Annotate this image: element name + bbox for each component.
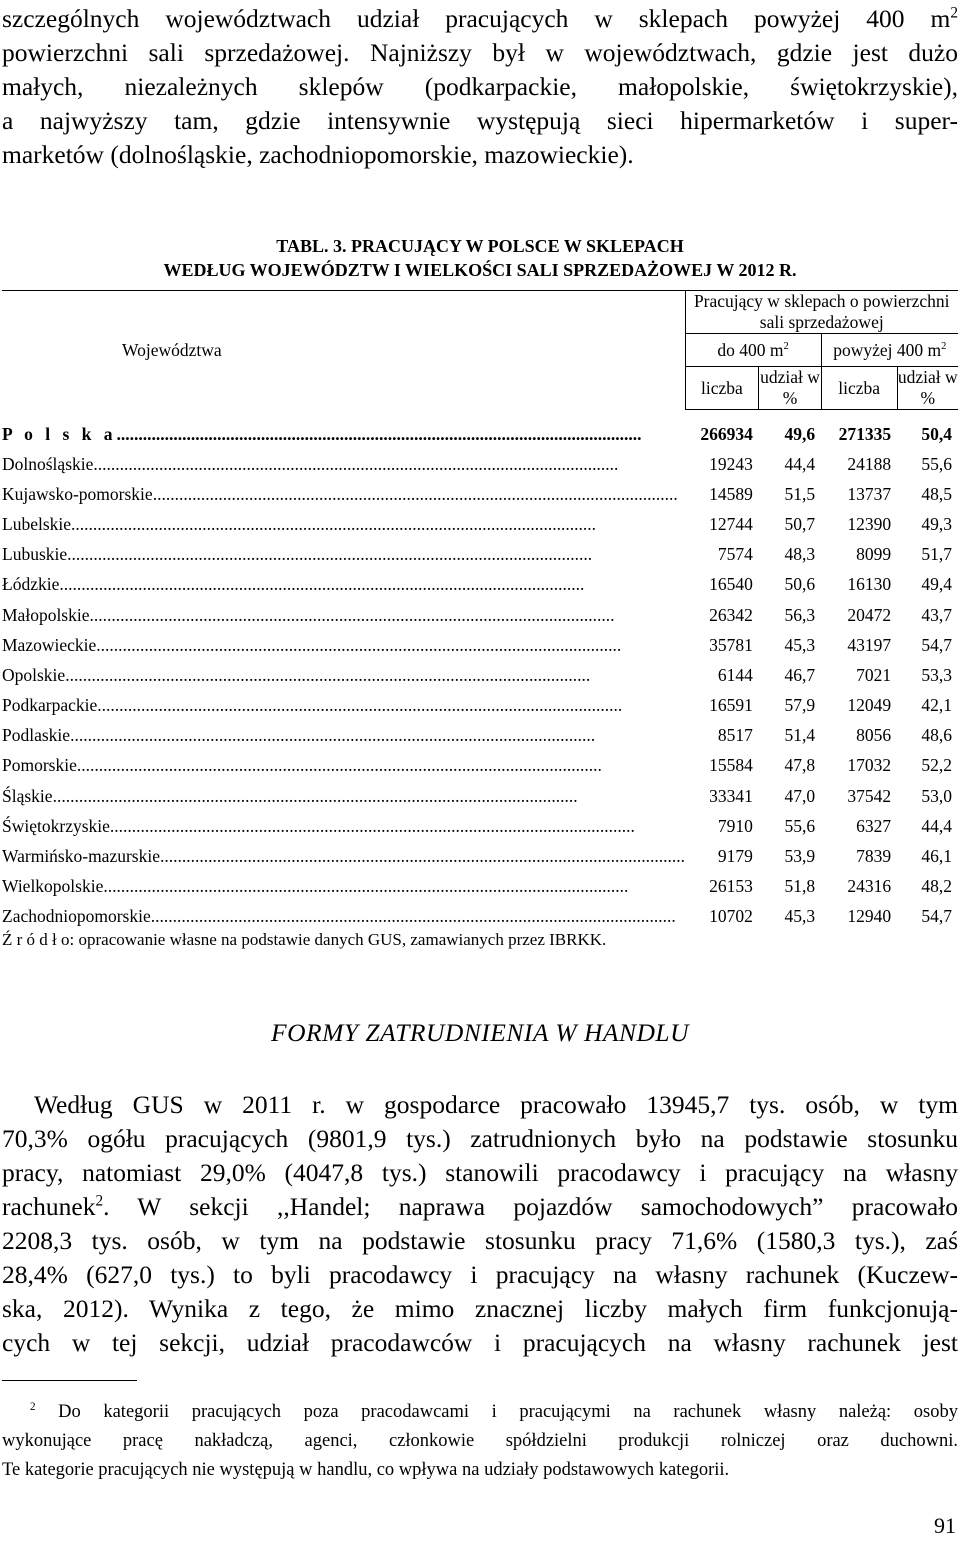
table-title (0, 234, 960, 282)
cell-share-b: 48,6 (921, 725, 952, 746)
cell-share-b: 48,5 (921, 483, 952, 504)
body-line-4a: rachunek (2, 1192, 96, 1221)
region-name: Łódzkie........................................................................................................................ (2, 574, 585, 595)
region-name: Mazowieckie........................................................................................................................ (2, 634, 622, 655)
region-name: Małopolskie........................................................................................................................ (2, 604, 615, 625)
footnote-ref: 2 (95, 1192, 104, 1210)
cell-count-a: 12744 (709, 513, 753, 534)
cell-share-a: 51,8 (784, 876, 816, 897)
cell-count-b: 43197 (847, 634, 892, 655)
column-header-liczba-b: liczba (821, 367, 897, 410)
body-line-2: 70,3% ogółu pracujących (9801,9 tys.) zatrudnionych było na podstawie stosunku (2, 1124, 958, 1153)
table-row (2, 811, 958, 841)
region-name: Lubelskie........................................................................................................................ (2, 513, 597, 534)
cell-count-a: 15584 (709, 755, 753, 776)
cell-share-b: 48,2 (921, 876, 952, 897)
cell-count-a: 26153 (709, 876, 753, 897)
source-text: opracowanie własne na podstawie danych GUS, zamawianych przez IBRKK. (74, 930, 607, 949)
cell-share-a: 47,0 (784, 785, 816, 806)
footnote-rule (2, 1380, 137, 1381)
cell-count-a: 16591 (709, 695, 753, 716)
cell-share-a: 51,5 (784, 483, 816, 504)
cell-count-b: 12049 (847, 695, 892, 716)
cell-share-b: 55,6 (921, 453, 952, 474)
cell-count-a: 26342 (709, 604, 753, 625)
table-row (2, 630, 958, 660)
cell-count-b: 17032 (847, 755, 892, 776)
cell-share-b: 54,7 (921, 906, 952, 927)
intro-line-4: a najwyższy tam, gdzie intensywnie występują sieci hipermarketów i super- (2, 106, 958, 135)
body-line-1: Według GUS w 2011 r. w gospodarce pracowało 13945,7 tys. osób, w tym (34, 1090, 958, 1119)
table-row (2, 600, 958, 630)
table-row (2, 872, 958, 902)
table-row (2, 570, 958, 600)
footnote-line-2: wykonujące pracę nakładczą, agenci, członkowie spółdzielni produkcji rolniczej oraz duchowni. (2, 1431, 958, 1451)
body-line-8: cych w tej sekcji, udział pracodawców i pracujących na własny rachunek jest (2, 1328, 958, 1357)
section-heading: FORMY ZATRUDNIENIA W HANDLU (271, 1018, 689, 1047)
cell-count-a: 19243 (709, 453, 753, 474)
cell-share-a: 49,6 (784, 424, 816, 444)
cell-share-a: 46,7 (784, 664, 816, 685)
source-label: Ź r ó d ł o: (2, 930, 75, 949)
cell-count-b: 7021 (856, 664, 892, 685)
column-header-region: Województwa (2, 291, 685, 410)
column-header-liczba-a: liczba (685, 367, 759, 410)
cell-share-b: 46,1 (921, 846, 952, 867)
cell-share-a: 57,9 (784, 695, 816, 716)
cell-share-a: 55,6 (784, 815, 816, 836)
region-name: Dolnośląskie........................................................................................................................ (2, 453, 619, 474)
cell-share-a: 44,4 (784, 453, 816, 474)
cell-count-a: 16540 (709, 574, 753, 595)
table-row (2, 660, 958, 690)
table-row (2, 509, 958, 539)
column-header-sub-b: powyżej 400 $m^2$ (821, 334, 958, 367)
intro-line-5: marketów (dolnośląskie, zachodniopomorskie, mazowieckie). (2, 140, 634, 169)
cell-count-b: 12390 (847, 513, 892, 534)
region-name: Świętokrzyskie........................................................................................................................ (2, 815, 635, 836)
cell-count-b: 24188 (847, 453, 892, 474)
table-row (2, 691, 958, 721)
cell-share-a: 47,8 (784, 755, 816, 776)
cell-count-b: 8099 (856, 544, 892, 565)
body-line-7: ska, 2012). Wynika z tego, że mimo znacznej liczby małych firm funkcjonują- (2, 1294, 958, 1323)
cell-count-a: 7910 (717, 815, 753, 836)
cell-count-b: 16130 (847, 574, 892, 595)
table-row (2, 721, 958, 751)
intro-line-3: małych, niezależnych sklepów (podkarpackie, małopolskie, świętokrzyskie), (2, 72, 958, 101)
cell-share-b: 52,2 (921, 755, 952, 776)
region-name: Śląskie........................................................................................................................ (2, 785, 578, 806)
cell-count-a: 33341 (709, 785, 753, 806)
cell-count-b: 6327 (856, 815, 892, 836)
region-name: Wielkopolskie........................................................................................................................ (2, 876, 629, 897)
intro-line-1: szczególnych województwach udział pracujących w sklepach powyżej 400 m (2, 4, 951, 33)
region-name: Pomorskie........................................................................................................................ (2, 755, 602, 776)
cell-share-a: 53,9 (784, 846, 816, 867)
region-name: Podkarpackie........................................................................................................................ (2, 695, 623, 716)
column-header-udzial-b: udział w % (897, 367, 958, 408)
cell-share-b: 49,3 (921, 513, 952, 534)
cell-share-b: 54,7 (921, 634, 952, 655)
cell-share-a: 45,3 (784, 906, 816, 927)
cell-count-b: 7839 (856, 846, 892, 867)
table-title-line-2: WEDŁUG WOJEWÓDZTW I WIELKOŚCI SALI SPRZEDAŻOWEJ W 2012 R. (163, 260, 797, 280)
cell-count-b: 271335 (838, 424, 892, 444)
cell-count-a: 9179 (717, 846, 753, 867)
column-header-sub-a: do 400 $m^2$ (685, 334, 821, 367)
column-header-group: Pracujący w sklepach o powierzchni sali sprzedażowej (685, 291, 958, 334)
cell-share-b: 43,7 (921, 604, 952, 625)
cell-count-a: 6144 (717, 664, 753, 685)
table-row (2, 781, 958, 811)
table-row (2, 841, 958, 871)
region-name: Zachodniopomorskie........................................................................................................................ (2, 906, 676, 927)
region-name: Warmińsko-mazurskie........................................................................................................................ (2, 846, 685, 867)
intro-paragraph (2, 2, 958, 172)
cell-share-a: 50,7 (784, 513, 816, 534)
body-line-5: 2208,3 tys. osób, w tym na podstawie stosunku pracy 71,6% (1580,3 tys.), zaś (2, 1226, 958, 1255)
footnote-line-3: Te kategorie pracujących nie występują w handlu, co wpływa na udziały podstawowych kategorii. (2, 1460, 730, 1480)
body-line-4b: . W sekcji ,,Handel; naprawa pojazdów samochodowych” pracowało (103, 1192, 958, 1221)
cell-share-a: 51,4 (784, 725, 816, 746)
region-name: Opolskie........................................................................................................................ (2, 664, 591, 685)
cell-share-a: 48,3 (784, 544, 816, 565)
cell-count-a: 8517 (717, 725, 753, 746)
table-row (2, 449, 958, 479)
cell-count-b: 13737 (847, 483, 892, 504)
cell-share-b: 42,1 (921, 695, 952, 716)
cell-share-b: 49,4 (921, 574, 952, 595)
region-name: Lubuskie........................................................................................................................ (2, 544, 593, 565)
cell-count-b: 12940 (847, 906, 892, 927)
cell-count-a: 35781 (709, 634, 753, 655)
superscript: 2 (950, 4, 958, 22)
cell-share-b: 53,3 (921, 664, 952, 685)
column-header-udzial-a: udział w % (760, 367, 820, 408)
body-line-3: pracy, natomiast 29,0% (4047,8 tys.) stanowili pracodawcy i pracujący na własny (2, 1158, 958, 1187)
cell-share-b: 44,4 (921, 815, 952, 836)
cell-share-b: 50,4 (921, 424, 952, 444)
table-title-line-1: TABL. 3. PRACUJĄCY W POLSCE W SKLEPACH (276, 236, 684, 256)
table-row (2, 751, 958, 781)
intro-line-2: powierzchni sali sprzedażowej. Najniższy był w województwach, gdzie jest dużo (2, 38, 958, 67)
table-row (2, 479, 958, 509)
cell-share-b: 51,7 (921, 544, 952, 565)
footnote-marker: 2 (30, 1400, 36, 1413)
cell-count-b: 20472 (847, 604, 892, 625)
cell-count-a: 14589 (709, 483, 753, 504)
cell-count-a: 10702 (709, 906, 753, 927)
cell-share-b: 53,0 (921, 785, 952, 806)
cell-share-a: 50,6 (784, 574, 816, 595)
region-name: P o l s k a........................................................................................................................ (2, 423, 642, 444)
cell-count-a: 7574 (717, 544, 753, 565)
cell-count-b: 24316 (847, 876, 892, 897)
body-paragraph (2, 1088, 958, 1360)
table-row (2, 540, 958, 570)
region-name: Kujawsko-pomorskie........................................................................................................................ (2, 483, 678, 504)
table-row (2, 902, 958, 932)
body-line-6: 28,4% (627,0 tys.) to byli pracodawcy i pracujący na własny rachunek (Kuczew- (2, 1260, 958, 1289)
region-name: Podlaskie........................................................................................................................ (2, 725, 596, 746)
page-number: 91 (934, 1513, 956, 1538)
cell-share-a: 45,3 (784, 634, 816, 655)
cell-share-a: 56,3 (784, 604, 816, 625)
cell-count-b: 37542 (847, 785, 892, 806)
data-table (2, 290, 958, 932)
footnote-line-1: Do kategorii pracujących poza pracodawcami i pracującymi na rachunek własny należą: osoby (35, 1402, 958, 1422)
table-source (2, 930, 606, 950)
cell-count-b: 8056 (856, 725, 892, 746)
table-row (2, 410, 958, 450)
footnote (2, 1398, 958, 1485)
cell-count-a: 266934 (700, 424, 753, 444)
